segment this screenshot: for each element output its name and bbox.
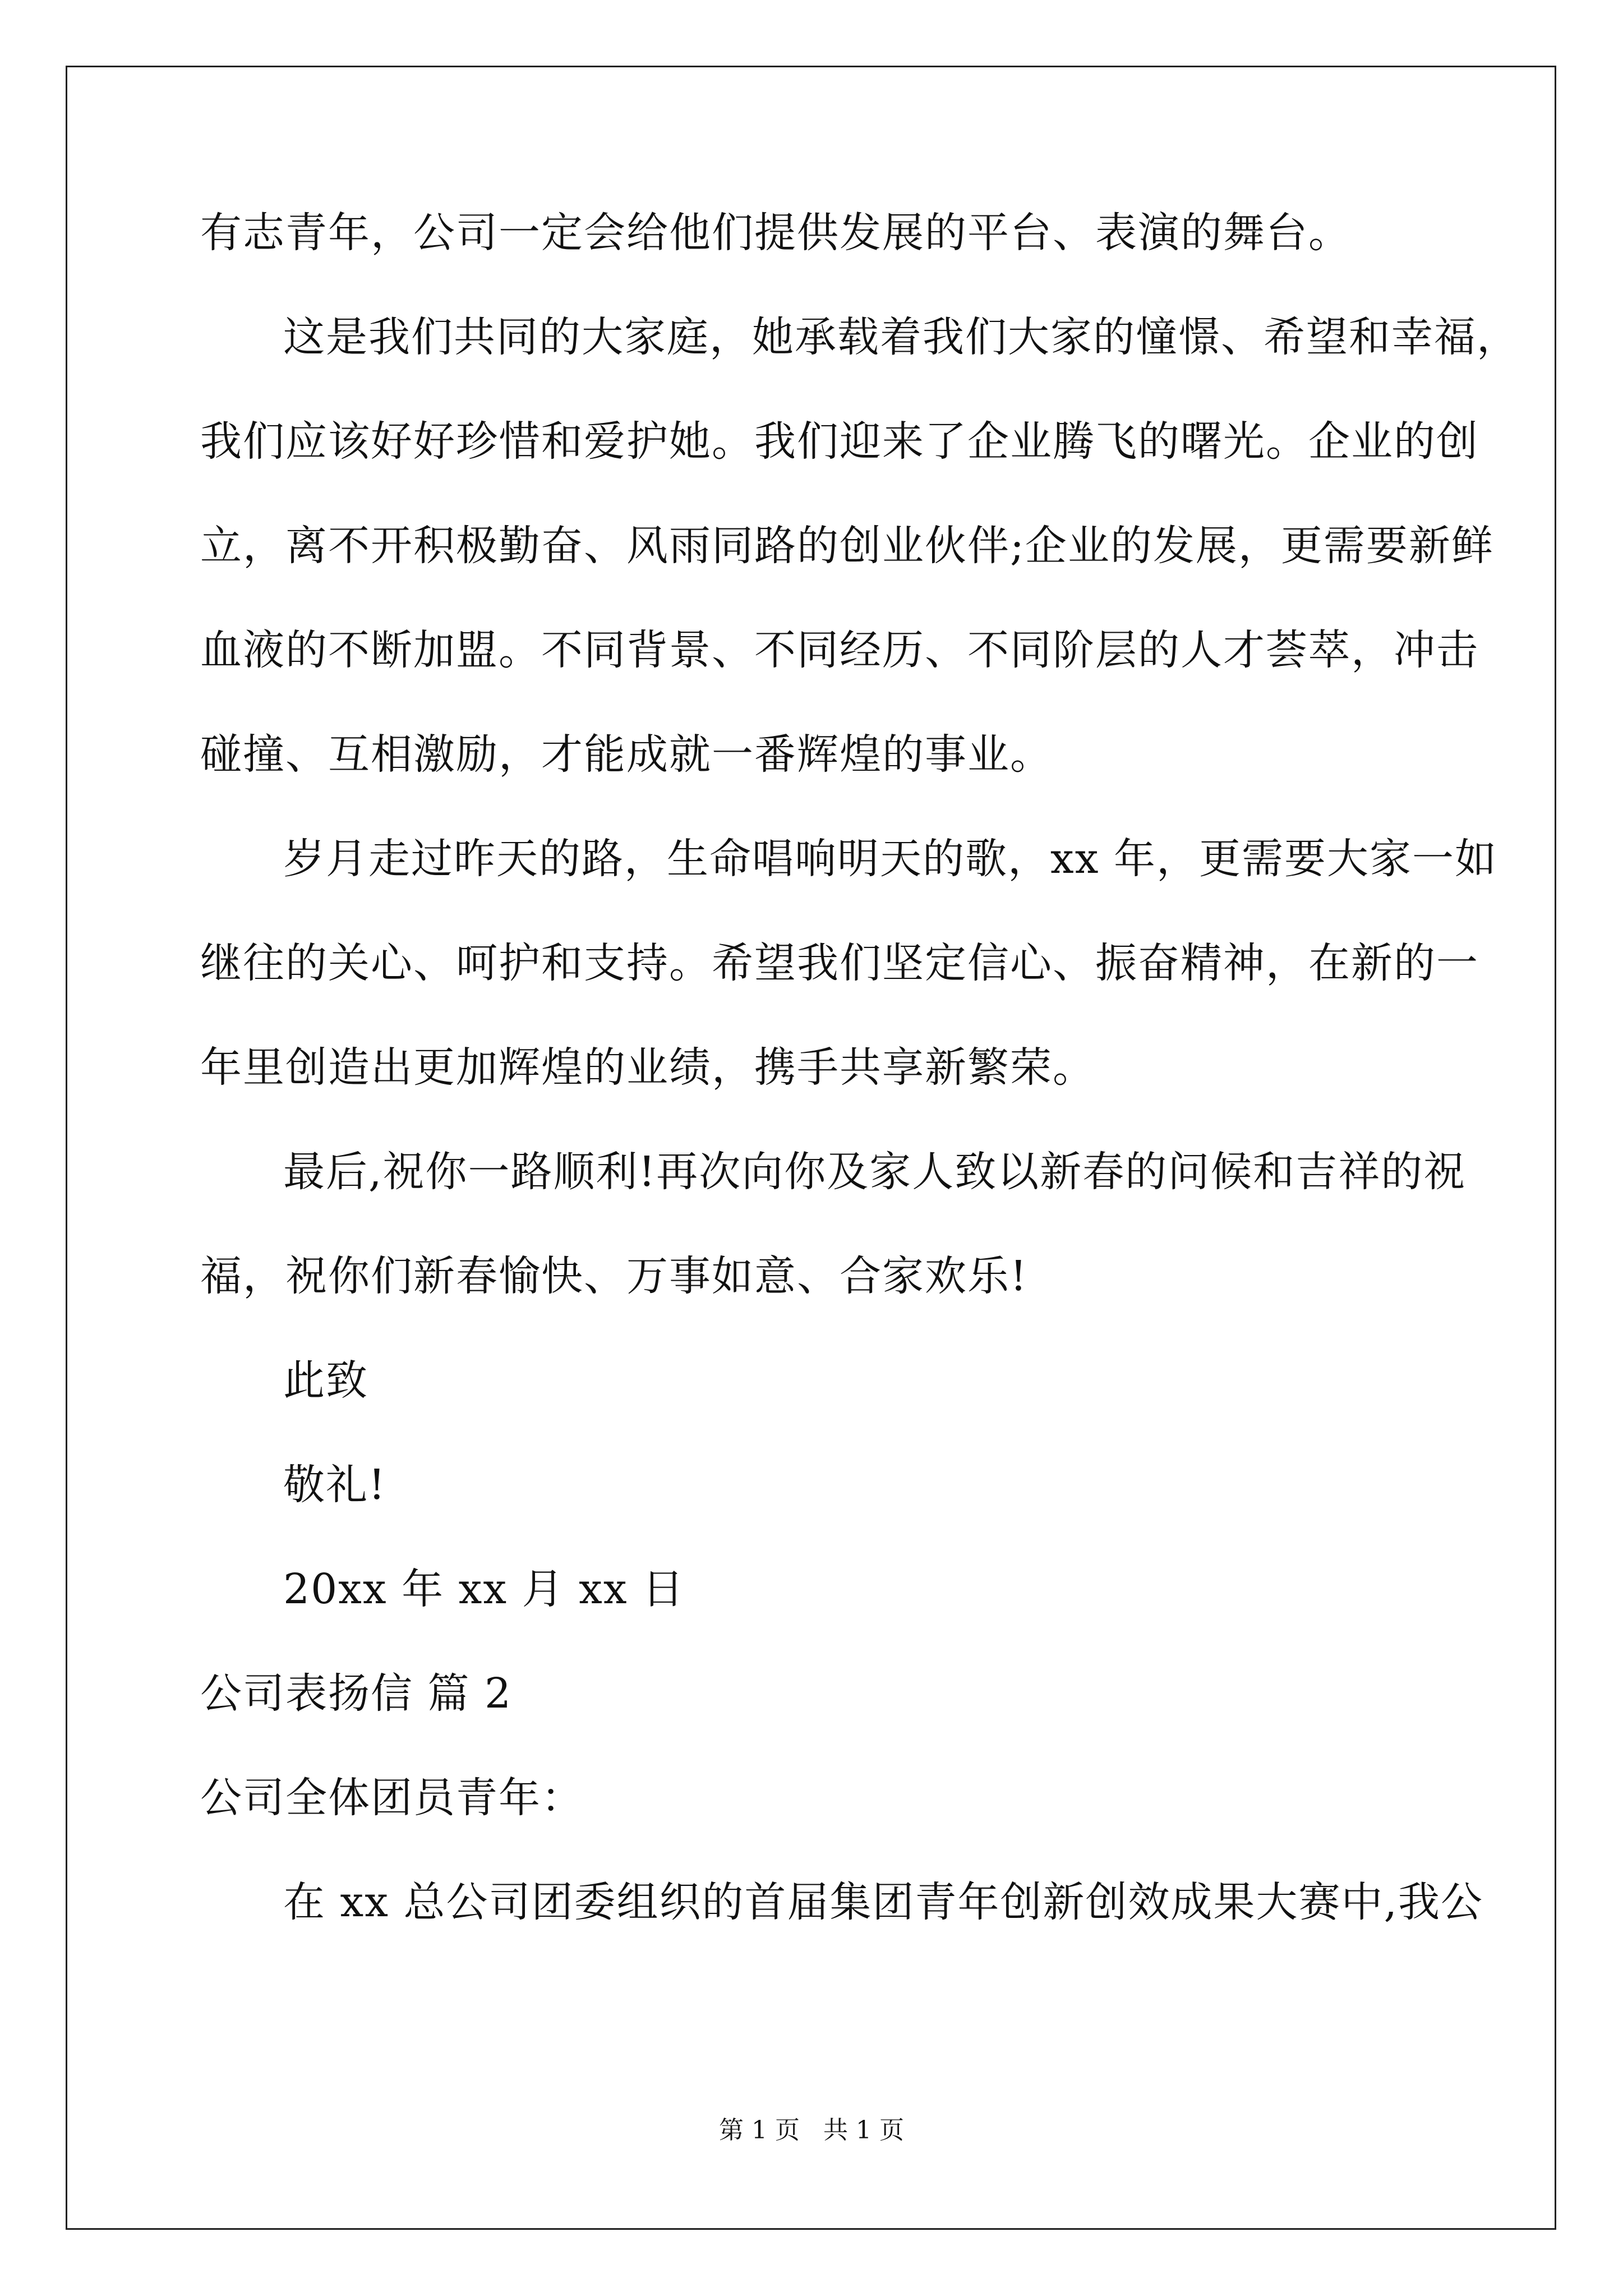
date-line: 20xx 年 xx 月 xx 日 [283,1565,685,1613]
section-heading: 公司表扬信 篇 2 [200,1669,513,1718]
paragraph-line: 岁月走过昨天的路，生命唱响明天的歌，xx 年，更需要大家一如 [283,835,1497,883]
closing-line: 此致 [283,1356,368,1405]
paragraph-line: 在 xx 总公司团委组织的首届集团青年创新创效成果大赛中,我公 [283,1878,1484,1926]
page-footer: 第 1 页 共 1 页 [719,2116,904,2145]
paragraph-line: 这是我们共同的大家庭，她承载着我们大家的憧憬、希望和幸福， [283,313,1519,361]
text-line: 福，祝你们新春愉快、万事如意、合家欢乐! [200,1252,1028,1300]
text-line: 立，离不开积极勤奋、风雨同路的创业伙伴;企业的发展，更需要新鲜 [200,522,1494,570]
addressee-line: 公司全体团员青年： [200,1774,584,1822]
text-line: 年里创造出更加辉煌的业绩，携手共享新繁荣。 [200,1043,1095,1092]
paragraph-line: 最后,祝你一路顺利!再次向你及家人致以新春的问候和吉祥的祝 [283,1148,1467,1196]
text-line: 碰撞、互相激励，才能成就一番辉煌的事业。 [200,730,1053,779]
text-line: 我们应该好好珍惜和爱护她。我们迎来了企业腾飞的曙光。企业的创 [200,417,1479,466]
text-line: 有志青年，公司一定会给他们提供发展的平台、表演的舞台。 [200,209,1351,257]
text-line: 血液的不断加盟。不同背景、不同经历、不同阶层的人才荟萃，冲击 [200,626,1479,674]
salutation-line: 敬礼! [283,1461,386,1509]
text-line: 继往的关心、呵护和支持。希望我们坚定信心、振奋精神，在新的一 [200,939,1479,987]
